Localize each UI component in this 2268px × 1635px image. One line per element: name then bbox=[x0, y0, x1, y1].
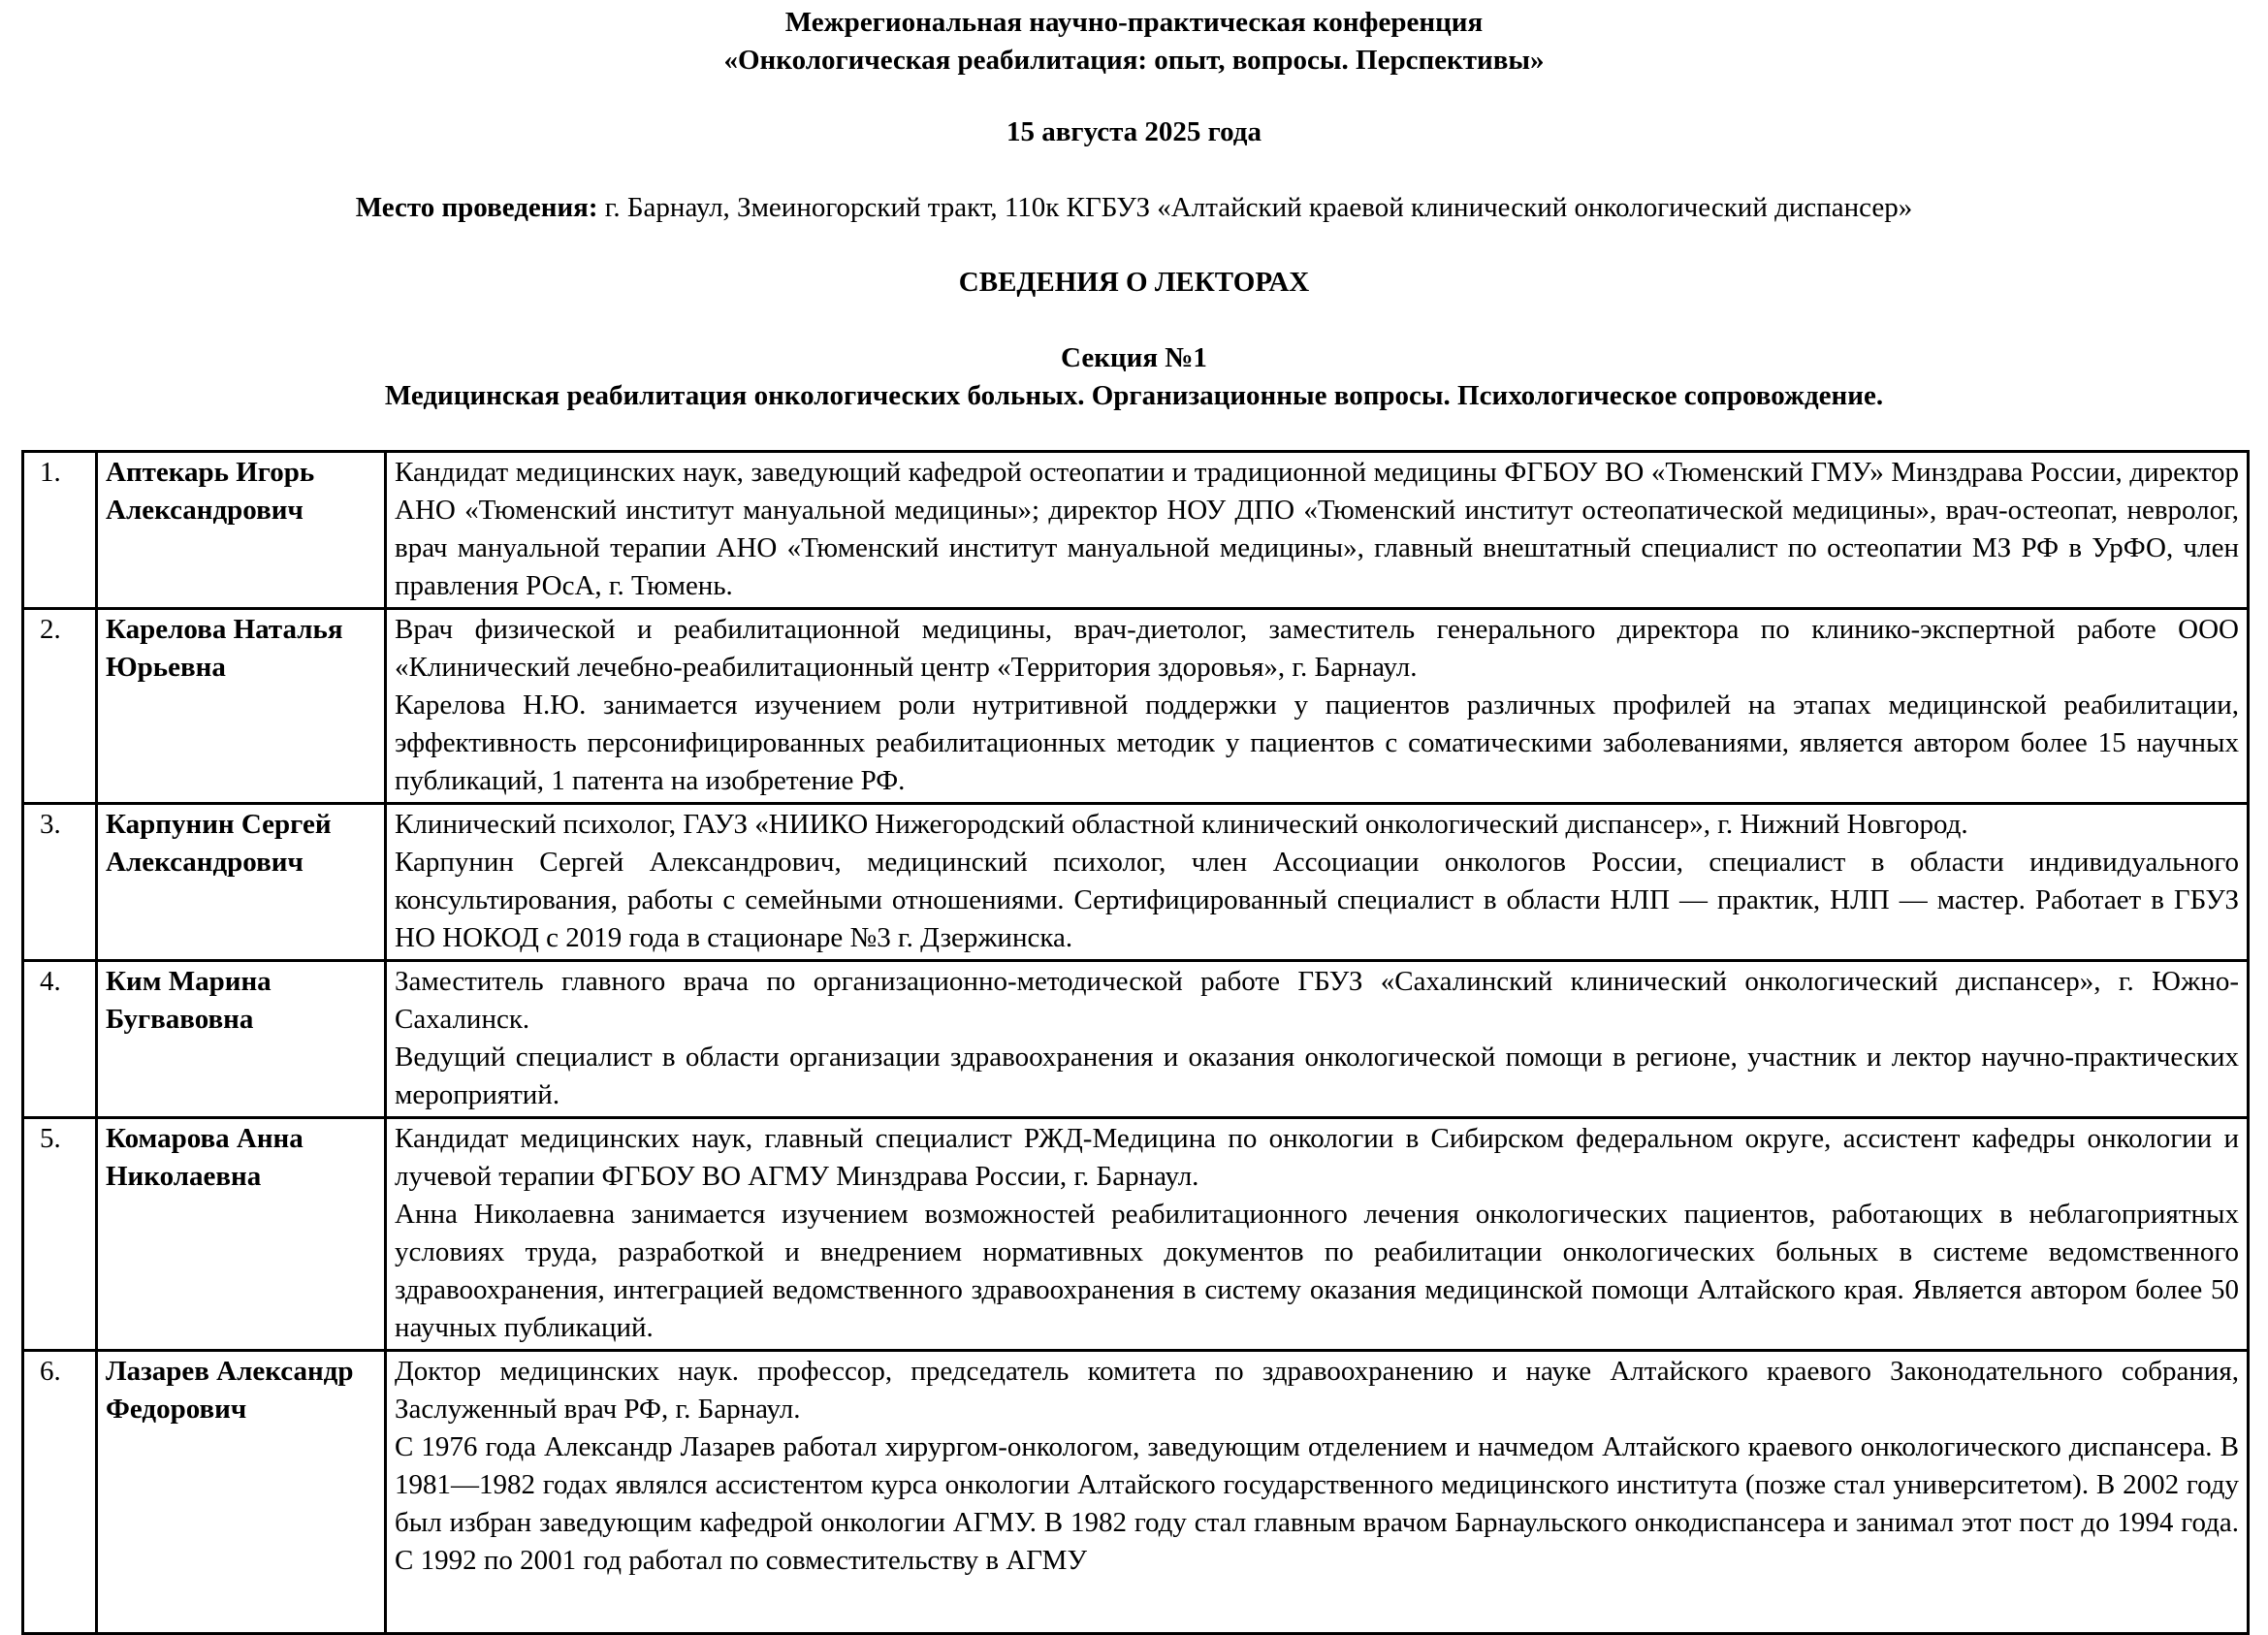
section-title: Медицинская реабилитация онкологических больных. Организационные вопросы. Психологическое сопровождение. bbox=[384, 380, 1884, 411]
row-number: 5. bbox=[23, 1118, 97, 1351]
info-paragraph: Врач физической и реабилитационной медицины, врач-диетолог, заместитель генерального директора по клинико-экспертной работе ООО «Клинический лечебно-реабилитационный центр «Территория здоровья», г. Барнаул. bbox=[395, 614, 2239, 683]
info-paragraph: Кандидат медицинских наук, главный специалист РЖД-Медицина по онкологии в Сибирском федеральном округе, ассистент кафедры онкологии и лучевой терапии ФГБОУ ВО АГМУ Минздрава России, г. Барнаул. bbox=[395, 1123, 2239, 1192]
lecturers-table bbox=[21, 450, 2250, 1635]
table-row bbox=[23, 452, 2249, 609]
row-number: 3. bbox=[23, 804, 97, 961]
lecturer-name: Карпунин Сергей Александрович bbox=[97, 804, 386, 961]
conference-title-line-2: «Онкологическая реабилитация: опыт, вопросы. Перспективы» bbox=[723, 45, 1545, 76]
lecturer-info bbox=[386, 452, 2249, 609]
lecturer-name: Ким Марина Бугвавовна bbox=[97, 961, 386, 1118]
table-row bbox=[23, 609, 2249, 804]
table-row bbox=[23, 961, 2249, 1118]
info-paragraph: Ведущий специалист в области организации здравоохранения и оказания онкологической помощи в регионе, участник и лектор научно-практических мероприятий. bbox=[395, 1042, 2239, 1110]
table-row bbox=[23, 804, 2249, 961]
row-number: 6. bbox=[23, 1351, 97, 1634]
lecturer-info bbox=[386, 961, 2249, 1118]
info-paragraph: Анна Николаевна занимается изучением возможностей реабилитационного лечения онкологических пациентов, работающих в неблагоприятных условиях труда, разработкой и внедрением нормативных документов по реабилитации онкологических больных в системе ведомственного здравоохранения, интеграцией ведомственного здравоохранения в систему оказания медицинской помощи Алтайского края. Является автором более 50 научных публикаций. bbox=[395, 1199, 2239, 1343]
lecturer-name: Карелова Наталья Юрьевна bbox=[97, 609, 386, 804]
lecturer-name: Лазарев Александр Федорович bbox=[97, 1351, 386, 1634]
lecturer-name: Аптекарь Игорь Александрович bbox=[97, 452, 386, 609]
info-paragraph: Доктор медицинских наук. профессор, председатель комитета по здравоохранению и науке Алтайского краевого Законодательного собрания, Заслуженный врач РФ, г. Барнаул. bbox=[395, 1356, 2239, 1425]
lecturer-info bbox=[386, 1118, 2249, 1351]
lecturer-info bbox=[386, 804, 2249, 961]
lecturer-info bbox=[386, 1351, 2249, 1634]
conference-date: 15 августа 2025 года bbox=[1006, 116, 1262, 147]
info-paragraph: Заместитель главного врача по организационно-методической работе ГБУЗ «Сахалинский клинический онкологический диспансер», г. Южно-Сахалинск. bbox=[395, 966, 2239, 1035]
section-heading bbox=[0, 339, 2268, 415]
table-row bbox=[23, 1351, 2249, 1634]
row-number: 2. bbox=[23, 609, 97, 804]
row-number: 1. bbox=[23, 452, 97, 609]
info-paragraph: Клинический психолог, ГАУЗ «НИИКО Нижегородский областной клинический онкологический диспансер», г. Нижний Новгород. bbox=[395, 809, 1968, 840]
document-heading: СВЕДЕНИЯ О ЛЕКТОРАХ bbox=[958, 267, 1310, 298]
info-paragraph: С 1976 года Александр Лазарев работал хирургом-онкологом, заведующим отделением и начмедом Алтайского краевого онкологического диспансера. В 1981—1982 годах являлся ассистентом курса онкологии Алтайского государственного медицинского института (позже стал университетом). В 2002 году был избран заведующим кафедрой онкологии АГМУ. В 1982 году стал главным врачом Барнаульского онкодиспансера и занимал этот пост до 1994 года. С 1992 по 2001 год работал по совместительству в АГМУ bbox=[395, 1431, 2239, 1576]
info-paragraph: Карпунин Сергей Александрович, медицинский психолог, член Ассоциации онкологов России, специалист в области индивидуального консультирования, работы с семейными отношениями. Сертифицированный специалист в области НЛП — практик, НЛП — мастер. Работает в ГБУЗ НО НОКОД с 2019 года в стационаре №3 г. Дзержинска. bbox=[395, 847, 2239, 953]
table-row bbox=[23, 1118, 2249, 1351]
row-number: 4. bbox=[23, 961, 97, 1118]
conference-title bbox=[0, 4, 2268, 80]
venue-text: г. Барнаул, Змеиногорский тракт, 110к КГБУЗ «Алтайский краевой клинический онкологический диспансер» bbox=[597, 192, 1913, 223]
lecturer-info bbox=[386, 609, 2249, 804]
lecturer-name: Комарова Анна Николаевна bbox=[97, 1118, 386, 1351]
section-number: Секция №1 bbox=[1061, 342, 1207, 373]
info-paragraph: Кандидат медицинских наук, заведующий кафедрой остеопатии и традиционной медицины ФГБОУ ВО «Тюменский ГМУ» Минздрава России, директор АНО «Тюменский институт мануальной медицины»; директор НОУ ДПО «Тюменский институт остеопатической медицины», врач-остеопат, невролог, врач мануальной терапии АНО «Тюменский институт мануальной медицины», главный внештатный специалист по остеопатии МЗ РФ в УрФО, член правления РОсА, г. Тюмень. bbox=[395, 457, 2239, 601]
venue-line bbox=[0, 189, 2268, 227]
venue-label: Место проведения: bbox=[355, 192, 598, 223]
info-paragraph: Карелова Н.Ю. занимается изучением роли нутритивной поддержки у пациентов различных профилей на этапах медицинской реабилитации, эффективность персонифицированных реабилитационных методик у пациентов с соматическими заболеваниями, является автором более 15 научных публикаций, 1 патента на изобретение РФ. bbox=[395, 689, 2239, 796]
conference-title-line-1: Межрегиональная научно-практическая конференция bbox=[784, 7, 1484, 38]
